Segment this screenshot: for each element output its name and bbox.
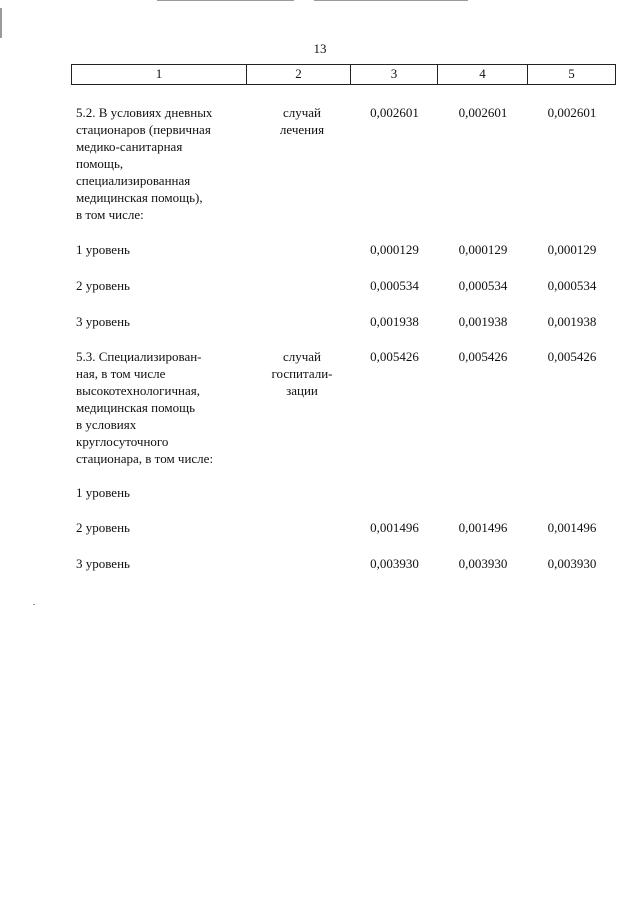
header-col-3: 3 [351, 65, 438, 84]
table-row [71, 277, 616, 294]
row-unit [247, 484, 351, 501]
row-value-col-4: 0,001496 [458, 520, 508, 535]
row-unit [247, 519, 351, 536]
row-value-col-5: 0,000129 [547, 242, 597, 257]
row-label: 5.2. В условиях дневных стационаров (первичная медико-санитарная помощь, специализированная медицинская помощь), в том числе: [76, 105, 213, 222]
row-label: 5.3. Специализирован- ная, в том числе высокотехнологичная, медицинская помощь в условиях круглосуточного стационара, в том числе: [76, 349, 214, 466]
row-value-col-5: 0,001496 [547, 520, 597, 535]
row-value-col-3: 0,003930 [370, 556, 419, 571]
row-value-col-5: 0,005426 [547, 349, 597, 364]
row-value-col-4 [438, 484, 528, 501]
row-value-col-5: 0,002601 [547, 105, 597, 120]
row-label: 3 уровень [76, 314, 130, 329]
table-row [71, 348, 616, 467]
row-unit [247, 277, 351, 294]
row-value-col-4: 0,003930 [458, 556, 508, 571]
row-label: 2 уровень [76, 278, 130, 293]
data-table [71, 64, 616, 572]
header-col-1: 1 [72, 65, 247, 84]
table-row [71, 241, 616, 258]
row-value-col-4: 0,000129 [458, 242, 508, 257]
header-col-4: 4 [438, 65, 528, 84]
row-value-col-5: 0,000534 [547, 278, 597, 293]
row-value-col-3: 0,005426 [370, 349, 419, 364]
row-label: 3 уровень [76, 556, 130, 571]
row-unit: случай лечения [279, 105, 325, 137]
row-label: 1 уровень [76, 242, 130, 257]
row-unit [247, 313, 351, 330]
scan-mark-left-edge [0, 8, 2, 38]
scan-line-top-right [314, 0, 468, 1]
table-row [71, 519, 616, 536]
row-value-col-3: 0,000129 [370, 242, 419, 257]
row-value-col-3: 0,001938 [370, 314, 419, 329]
row-value-col-5 [528, 484, 616, 501]
row-value-col-3 [351, 484, 438, 501]
row-label: 1 уровень [76, 485, 130, 500]
row-value-col-4: 0,000534 [458, 278, 508, 293]
scan-line-top-left [157, 0, 294, 1]
row-value-col-5: 0,001938 [547, 314, 597, 329]
page-number: 13 [313, 41, 327, 56]
row-value-col-3: 0,000534 [370, 278, 419, 293]
row-value-col-4: 0,002601 [458, 105, 508, 120]
row-value-col-4: 0,005426 [458, 349, 508, 364]
scan-dot-left [33, 604, 35, 605]
row-unit [247, 555, 351, 572]
table-row [71, 104, 616, 223]
table-header [71, 64, 616, 85]
table-row [71, 313, 616, 330]
row-value-col-4: 0,001938 [458, 314, 508, 329]
row-value-col-3: 0,002601 [370, 105, 419, 120]
table-row [71, 484, 616, 501]
row-unit [247, 241, 351, 258]
table-row [71, 555, 616, 572]
row-value-col-3: 0,001496 [370, 520, 419, 535]
row-value-col-5: 0,003930 [547, 556, 597, 571]
header-col-2: 2 [247, 65, 351, 84]
header-col-5: 5 [528, 65, 616, 84]
row-unit: случай госпитали- зации [271, 349, 333, 398]
row-label: 2 уровень [76, 520, 130, 535]
